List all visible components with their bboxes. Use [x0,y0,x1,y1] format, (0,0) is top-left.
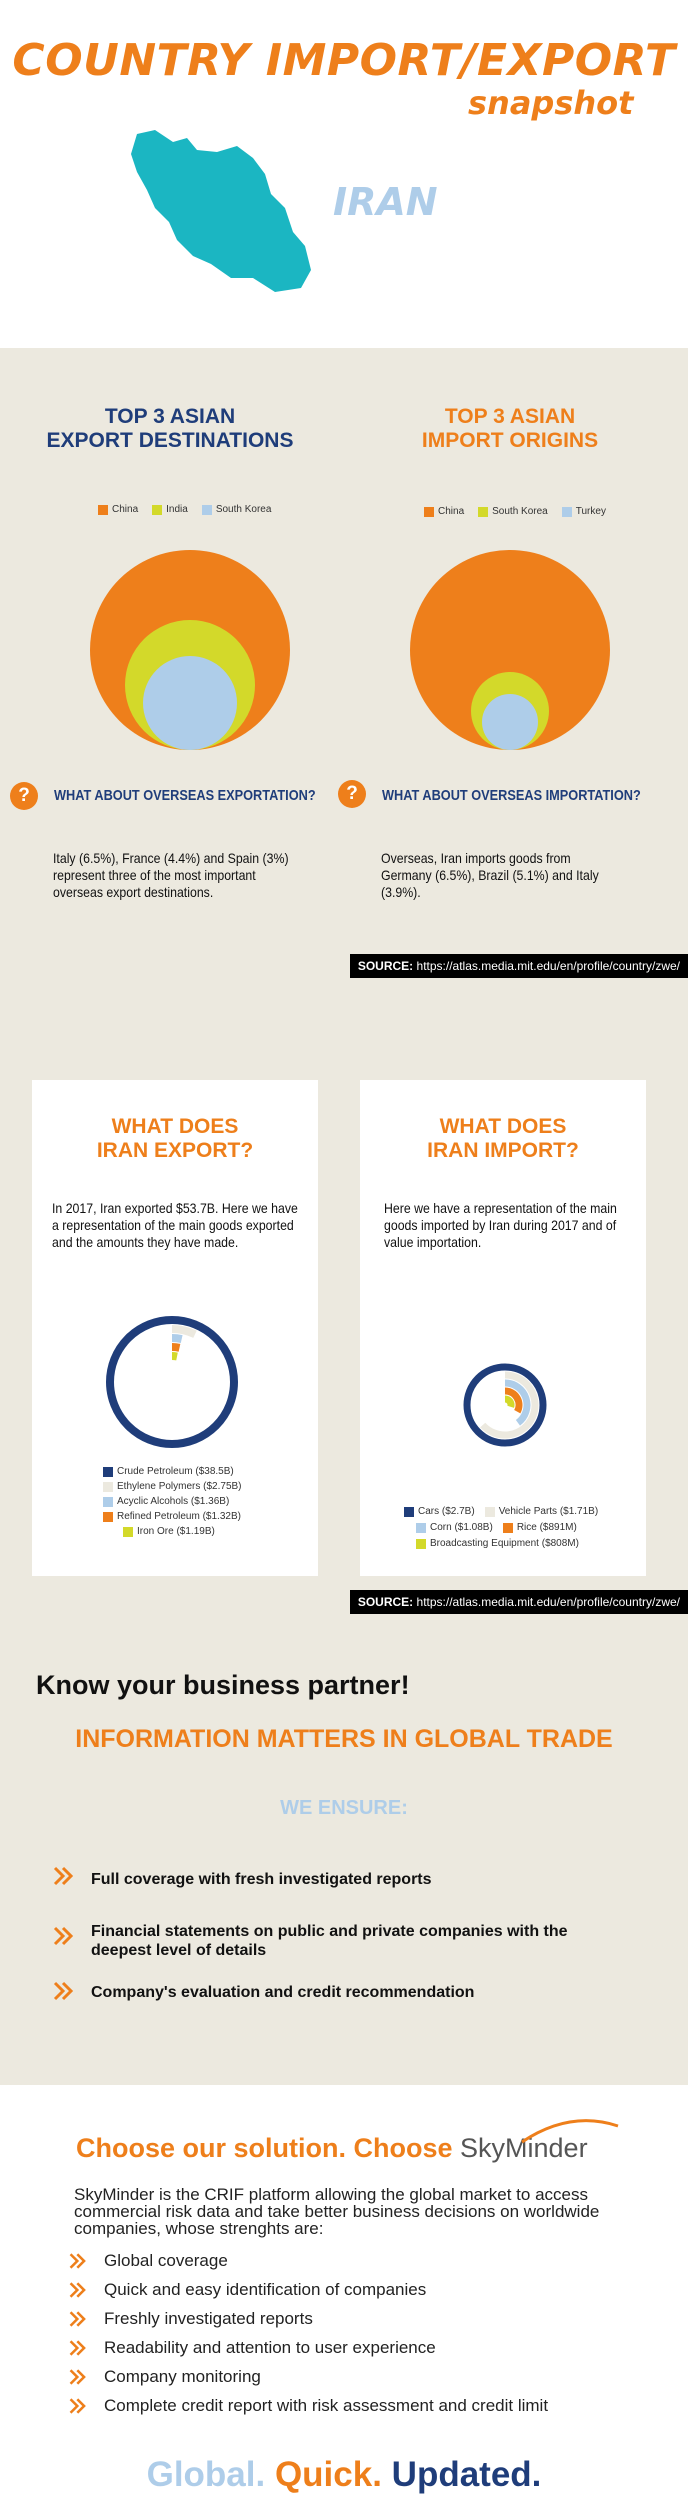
imports-legend [424,506,606,517]
country-name: IRAN [333,180,438,224]
tagline [0,2455,688,2495]
export-radial-chart [100,1310,244,1454]
exports-overseas-text: Italy (6.5%), France (4.4%) and Spain (3%) represent three of the most important overseas export destinations. [53,850,289,900]
legend-swatch [98,505,108,515]
chevron-right-icon [68,2251,90,2271]
partner-headline: INFORMATION MATTERS IN GLOBAL TRADE [75,1725,613,1753]
legend-label: Rice ($891M) [516,1522,577,1533]
legend-swatch [202,505,212,515]
source-note [350,1590,688,1614]
legend-item [103,1526,242,1537]
legend-label: Refined Petroleum ($1.32B) [117,1511,241,1522]
solution-item-text: Complete credit report with risk assessment and credit limit [104,2396,549,2415]
imports-top3-title [370,405,650,453]
legend-item [404,1538,598,1549]
ensure-item [52,1925,78,1952]
ensure-heading: WE ENSURE: [280,1797,408,1819]
legend-label: China [438,506,465,517]
legend-item [103,1481,242,1492]
ensure-item-text: Full coverage with fresh investigated reports [91,1871,432,1888]
source-url: https://atlas.media.mit.edu/en/profile/country/zwe/ [416,1595,680,1609]
iran-map-icon [125,128,315,296]
tagline-quick: Quick. [274,2455,382,2494]
tagline-global: Global. [146,2455,266,2494]
solution-item-text: Company monitoring [104,2367,261,2386]
import-radial-chart [410,1360,550,1450]
solution-item [68,2251,548,2271]
skyminder-logo: SkyMinder [460,2133,588,2163]
radial-bar-4 [172,1347,179,1348]
legend-swatch [478,507,488,517]
imports-top3-title-line2: IMPORT ORIGINS [421,429,599,452]
question-icon: ? [338,780,366,808]
legend-item [103,1466,242,1477]
source-label: SOURCE: [357,1595,414,1609]
chevron-right-icon [68,2367,90,2387]
legend-swatch [485,1507,495,1517]
legend-label: Turkey [575,506,606,517]
chevron-right-icon [68,2338,90,2358]
ensure-item [52,1865,78,1892]
export-card-text: In 2017, Iran exported $53.7B. Here we have a representation of the main goods exported and the amounts they have made. [52,1200,298,1250]
export-card-title [32,1115,318,1163]
radial-bar-2 [172,1329,195,1334]
legend-item [503,1522,577,1533]
ensure-item-text: Financial statements on public and private companies with the deepest level of details [91,1923,568,1959]
solution-list [68,2251,548,2416]
legend-swatch [416,1523,426,1533]
solution-item [68,2309,548,2329]
ensure-item [52,1980,78,2007]
legend-item [103,1496,242,1507]
solution-item [68,2367,548,2387]
legend-swatch [103,1497,113,1507]
legend-label: Crude Petroleum ($38.5B) [117,1466,234,1477]
solution-item [68,2280,548,2300]
legend-swatch [424,507,434,517]
imports-question: WHAT ABOUT OVERSEAS IMPORTATION? [382,787,641,804]
import-card-title [360,1115,646,1163]
chevron-right-icon [68,2396,90,2416]
chevron-right-icon [52,1980,78,2002]
legend-swatch [416,1539,426,1549]
solution-heading-text: Choose our solution. Choose [76,2133,453,2163]
imports-bubble-chart [400,540,620,760]
legend-label: Broadcasting Equipment ($808M) [430,1538,579,1549]
solution-heading [76,2133,588,2164]
exports-question: WHAT ABOUT OVERSEAS EXPORTATION? [54,787,316,804]
solution-intro: SkyMinder is the CRIF platform allowing the global market to access commercial risk data and take better business decisions on worldwide companies, whose strenghts are: [74,2185,600,2238]
import-card-title-line1: WHAT DOES [439,1115,567,1138]
ensure-item-text: Company's evaluation and credit recommendation [91,1984,475,2001]
legend-label: South Korea [215,504,272,515]
legend-label: Ethylene Polymers ($2.75B) [117,1481,242,1492]
legend-item [485,1506,599,1517]
legend-swatch [103,1512,113,1522]
radial-bar-3 [172,1338,182,1339]
legend-swatch [404,1507,414,1517]
radial-bar-1 [110,1320,234,1444]
exports-top3-title-line2: EXPORT DESTINATIONS [46,429,294,452]
legend-row [404,1522,598,1533]
export-card-title-line2: IRAN EXPORT? [96,1139,254,1162]
import-legend [404,1506,598,1549]
legend-label: Acyclic Alcohols ($1.36B) [117,1496,230,1507]
legend-label: China [112,504,139,515]
solution-item-text: Readability and attention to user experience [104,2338,436,2357]
exports-top3-title [30,405,310,453]
solution-item [68,2338,548,2358]
legend-row [404,1506,598,1517]
legend-label: Iron Ore ($1.19B) [137,1526,215,1537]
legend-item [103,1511,242,1522]
import-card-title-line2: IRAN IMPORT? [427,1139,579,1162]
source-label: SOURCE: [357,959,414,973]
exports-legend [98,504,271,515]
legend-item [404,1506,475,1517]
chevron-right-icon [68,2309,90,2329]
legend-label: India [166,504,188,515]
chevron-right-icon [68,2280,90,2300]
question-icon: ? [10,782,38,810]
logo-swoosh-icon [520,2116,620,2144]
solution-item-text: Freshly investigated reports [104,2309,313,2328]
exports-bubble-chart [70,540,310,760]
legend-swatch [103,1482,113,1492]
legend-item [416,1522,493,1533]
legend-swatch [152,505,162,515]
chevron-right-icon [52,1925,78,1947]
bubble-turkey [482,694,538,750]
solution-item-text: Quick and easy identification of companies [104,2280,427,2299]
source-note [350,954,688,978]
legend-label: Vehicle Parts ($1.71B) [498,1506,599,1517]
tagline-updated: Updated. [391,2455,542,2494]
imports-overseas-text: Overseas, Iran imports goods from Germany (6.5%), Brazil (5.1%) and Italy (3.9%). [381,850,599,900]
page-subtitle: snapshot [468,84,634,122]
bubble-south-korea [143,656,237,750]
exports-top3-title-line1: TOP 3 ASIAN [104,405,236,428]
solution-item-text: Global coverage [104,2251,228,2270]
legend-swatch [503,1523,513,1533]
source-url: https://atlas.media.mit.edu/en/profile/country/zwe/ [416,959,680,973]
legend-swatch [123,1527,133,1537]
export-card-title-line1: WHAT DOES [111,1115,239,1138]
export-legend [103,1466,242,1537]
legend-label: Cars ($2.7B) [418,1506,475,1517]
legend-swatch [103,1467,113,1477]
radial-bar-5 [505,1399,511,1407]
import-card-text: Here we have a representation of the main goods imported by Iran during 2017 and of value importation. [384,1200,617,1250]
imports-top3-title-line1: TOP 3 ASIAN [444,405,576,428]
legend-label: Corn ($1.08B) [430,1522,493,1533]
solution-item [68,2396,548,2416]
legend-label: South Korea [492,506,548,517]
page-title: COUNTRY IMPORT/EXPORT [12,35,676,86]
partner-heading: Know your business partner! [36,1670,410,1700]
legend-swatch [562,507,572,517]
chevron-right-icon [52,1865,78,1887]
